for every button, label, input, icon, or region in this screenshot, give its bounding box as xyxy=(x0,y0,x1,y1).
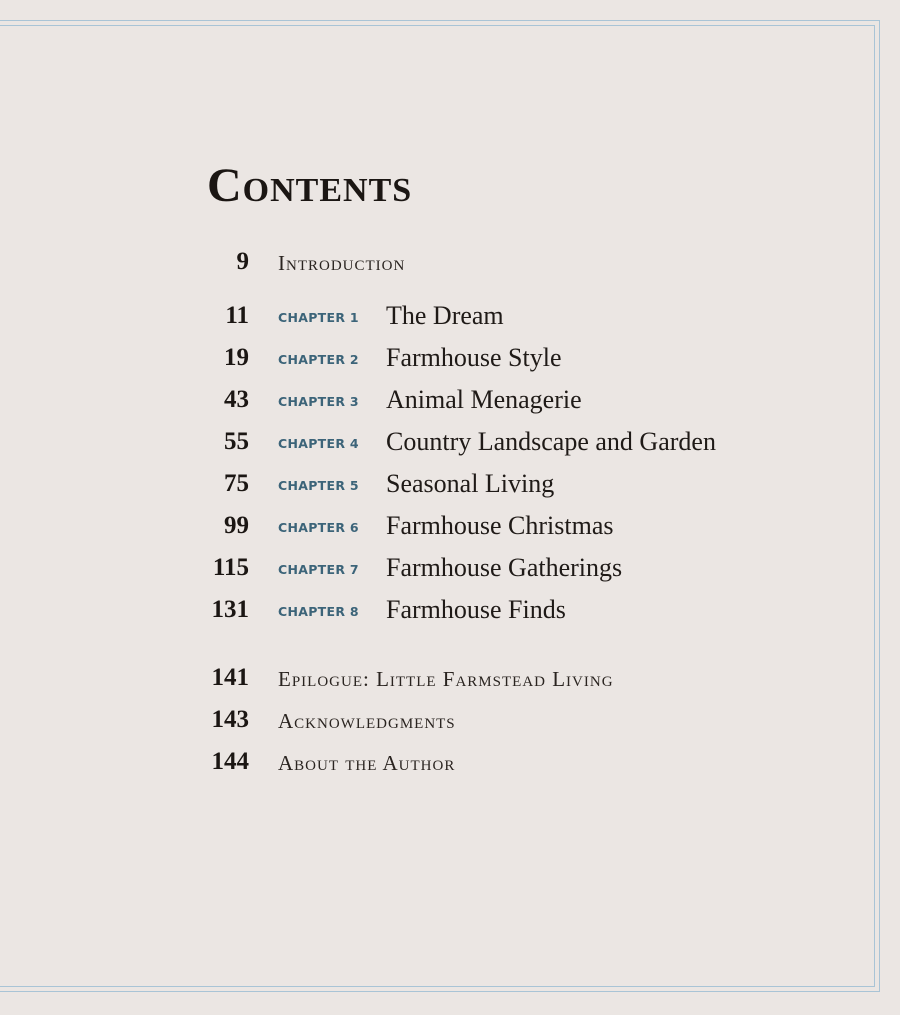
chapter-title: The Dream xyxy=(386,301,504,330)
toc-page-number: 43 xyxy=(224,386,249,413)
toc-entry-chapter-5[interactable] xyxy=(0,469,900,499)
toc-page-number: 55 xyxy=(224,428,249,455)
chapter-title: Seasonal Living xyxy=(386,469,555,498)
toc-page-number: 144 xyxy=(211,748,249,775)
page-title: Contents xyxy=(207,159,413,212)
toc-entry-label: Acknowledgments xyxy=(278,709,456,733)
toc-entry-chapter-6[interactable] xyxy=(0,511,900,541)
toc-entry-chapter-7[interactable] xyxy=(0,553,900,583)
toc-page-number: 115 xyxy=(212,554,249,581)
toc-page-number: 75 xyxy=(224,470,249,497)
toc-page-number: 99 xyxy=(224,512,249,539)
chapter-tag: CHAPTER 8 xyxy=(278,604,359,619)
toc-page-number: 131 xyxy=(211,596,249,623)
chapter-tag: CHAPTER 4 xyxy=(278,436,359,451)
toc-entry-chapter-3[interactable] xyxy=(0,385,900,415)
toc-entry-chapter-4[interactable] xyxy=(0,427,900,457)
toc-entry-chapter-8[interactable] xyxy=(0,595,900,625)
toc-page-number: 19 xyxy=(224,344,249,371)
chapter-title: Farmhouse Style xyxy=(386,343,562,372)
toc-entry-chapter-1[interactable] xyxy=(0,301,900,331)
toc-page-number: 141 xyxy=(211,664,249,691)
toc-entry-about-the-author[interactable] xyxy=(0,747,900,777)
chapter-title: Farmhouse Christmas xyxy=(386,511,614,540)
chapter-title: Animal Menagerie xyxy=(386,385,582,414)
page-frame-inner xyxy=(0,25,875,987)
chapter-tag: CHAPTER 1 xyxy=(278,310,359,325)
toc-entry-label: About the Author xyxy=(278,751,456,775)
chapter-title: Farmhouse Finds xyxy=(386,595,566,624)
chapter-title: Farmhouse Gatherings xyxy=(386,553,623,582)
chapter-tag: CHAPTER 5 xyxy=(278,478,359,493)
toc-entry-label: Introduction xyxy=(278,251,406,275)
chapter-tag: CHAPTER 6 xyxy=(278,520,359,535)
toc-page-number: 11 xyxy=(225,302,249,329)
toc-page-number: 9 xyxy=(236,248,249,275)
toc-page-number: 143 xyxy=(211,706,249,733)
chapter-tag: CHAPTER 7 xyxy=(278,562,359,577)
chapter-title: Country Landscape and Garden xyxy=(386,427,716,456)
toc-entry-introduction[interactable] xyxy=(0,247,900,277)
toc-entry-chapter-2[interactable] xyxy=(0,343,900,373)
chapter-tag: CHAPTER 3 xyxy=(278,394,359,409)
toc-entry-acknowledgments[interactable] xyxy=(0,705,900,735)
chapter-tag: CHAPTER 2 xyxy=(278,352,359,367)
toc-entry-epilogue[interactable] xyxy=(0,663,900,693)
toc-entry-label: Epilogue: Little Farmstead Living xyxy=(278,667,614,691)
